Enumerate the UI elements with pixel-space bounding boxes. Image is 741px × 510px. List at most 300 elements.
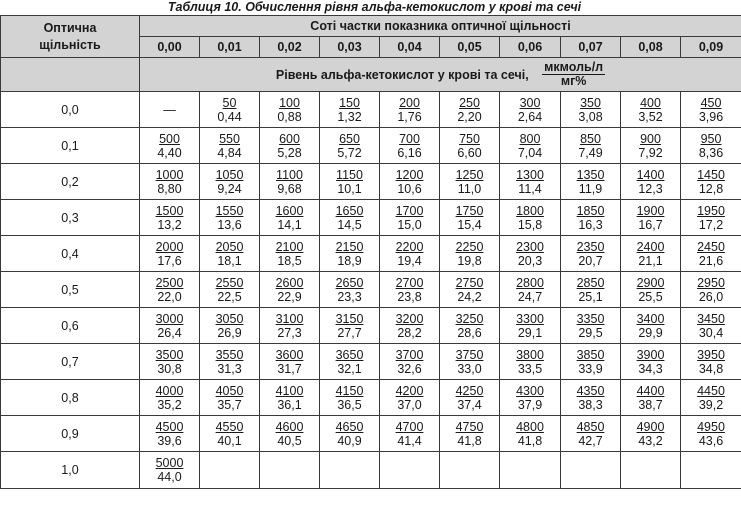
mg-percent-value: 15,0: [397, 217, 422, 232]
value-fraction: [516, 276, 544, 304]
value-cell: [140, 236, 200, 272]
value-fraction: [577, 204, 605, 232]
value-cell: [561, 164, 621, 200]
value-cell: [561, 272, 621, 308]
value-cell: [500, 164, 561, 200]
value-cell: [681, 344, 741, 380]
value-fraction: [337, 96, 361, 124]
value-fraction: [156, 420, 184, 448]
value-fraction: [637, 420, 665, 448]
column-header: 0,09: [681, 37, 741, 58]
table-row: [1, 380, 741, 416]
value-fraction: [396, 204, 424, 232]
value-fraction: [637, 384, 665, 412]
value-cell: [140, 272, 200, 308]
value-cell: [200, 92, 260, 128]
value-fraction: [396, 384, 424, 412]
mg-percent-value: 24,2: [457, 289, 482, 304]
value-fraction: [336, 276, 364, 304]
value-cell: [140, 200, 200, 236]
micromol-value: 3800: [516, 347, 544, 362]
mg-percent-value: 26,4: [157, 325, 182, 340]
value-fraction: [577, 168, 605, 196]
value-fraction: [457, 132, 481, 160]
value-cell: [681, 164, 741, 200]
value-fraction: [396, 420, 424, 448]
micromol-value: 3750: [455, 347, 484, 362]
value-cell: [440, 200, 500, 236]
mg-percent-value: 6,16: [397, 145, 422, 160]
header-blank-cell: [1, 58, 140, 92]
table-row: [1, 236, 741, 272]
column-header: 0,00: [140, 37, 200, 58]
value-cell: [440, 128, 500, 164]
micromol-value: 4700: [395, 419, 424, 434]
value-cell: [320, 236, 380, 272]
mg-percent-value: 8,36: [698, 145, 724, 160]
mg-percent-value: 43,2: [638, 433, 663, 448]
value-fraction: [216, 276, 244, 304]
value-cell: [621, 128, 681, 164]
column-header: 0,08: [621, 37, 681, 58]
value-fraction: [396, 276, 424, 304]
value-cell: [561, 200, 621, 236]
value-fraction: [336, 204, 364, 232]
micromol-value: 4850: [576, 419, 605, 434]
value-cell: [140, 416, 200, 452]
unit-fraction: [542, 61, 605, 88]
table-row: [1, 308, 741, 344]
mg-percent-value: 37,0: [397, 397, 422, 412]
micromol-value: 400: [640, 95, 661, 110]
value-fraction: [637, 240, 665, 268]
column-header: 0,04: [380, 37, 440, 58]
value-fraction: [577, 348, 605, 376]
mg-percent-value: 7,92: [638, 145, 663, 160]
value-cell: [681, 236, 741, 272]
value-cell: [561, 128, 621, 164]
mg-percent-value: 34,3: [638, 361, 663, 376]
mg-percent-value: 4,84: [217, 145, 242, 160]
micromol-value: 2650: [335, 275, 364, 290]
value-fraction: [337, 132, 361, 160]
micromol-value: 2550: [215, 275, 244, 290]
mg-percent-value: 2,20: [457, 109, 482, 124]
mg-percent-value: 28,6: [457, 325, 482, 340]
mg-percent-value: 33,5: [517, 361, 543, 376]
mg-percent-value: 42,7: [578, 433, 603, 448]
micromol-value: 3200: [395, 311, 424, 326]
value-fraction: [216, 168, 244, 196]
table-caption: Таблиця 10. Обчислення рівня альфа-кетокислот у крові та сечі: [167, 0, 582, 14]
micromol-value: 350: [580, 95, 601, 110]
mg-percent-value: 29,5: [578, 325, 603, 340]
micromol-value: 4150: [335, 383, 364, 398]
mg-percent-value: 18,9: [337, 253, 362, 268]
value-cell: [380, 416, 440, 452]
mg-percent-value: 2,64: [517, 109, 543, 124]
value-cell: [380, 344, 440, 380]
value-cell: [500, 308, 561, 344]
value-fraction: [516, 204, 544, 232]
mg-percent-value: 19,4: [397, 253, 422, 268]
level-label: Рівень альфа-кетокислот у крові та сечі,: [275, 67, 529, 82]
value-cell: [380, 452, 440, 489]
value-cell: [681, 92, 741, 128]
mg-percent-value: 17,6: [157, 253, 182, 268]
value-fraction: [396, 168, 424, 196]
micromol-value: 2000: [155, 239, 184, 254]
micromol-value: 100: [279, 95, 300, 110]
mg-percent-value: 28,2: [397, 325, 422, 340]
micromol-value: 2900: [636, 275, 665, 290]
value-fraction: [157, 132, 181, 160]
value-cell: [440, 416, 500, 452]
value-cell: [320, 272, 380, 308]
mg-percent-value: 34,8: [698, 361, 724, 376]
table-row: [1, 344, 741, 380]
mg-percent-value: 41,4: [397, 433, 422, 448]
micromol-value: 1950: [697, 203, 725, 218]
optical-density-cell: 0,6: [1, 308, 140, 344]
optical-density-cell: 1,0: [1, 452, 140, 489]
mg-percent-value: 21,6: [698, 253, 724, 268]
optical-density-cell: 0,2: [1, 164, 140, 200]
mg-percent-value: 15,4: [457, 217, 482, 232]
mg-percent-value: 13,6: [217, 217, 242, 232]
micromol-value: 1800: [516, 203, 544, 218]
value-cell: [440, 308, 500, 344]
mg-percent-value: 41,8: [457, 433, 482, 448]
value-fraction: [697, 168, 725, 196]
value-fraction: [276, 312, 304, 340]
value-fraction: [216, 240, 244, 268]
value-cell: [561, 344, 621, 380]
value-cell: [320, 92, 380, 128]
mg-percent-value: 0,44: [217, 109, 242, 124]
value-cell: [200, 272, 260, 308]
value-fraction: [456, 312, 484, 340]
value-cell: [140, 308, 200, 344]
value-cell: [260, 236, 320, 272]
value-fraction: [156, 384, 184, 412]
value-cell: [260, 308, 320, 344]
value-cell: [681, 308, 741, 344]
micromol-value: 2450: [697, 239, 725, 254]
value-cell: [260, 92, 320, 128]
micromol-value: 1700: [395, 203, 424, 218]
mg-percent-value: 12,3: [638, 181, 663, 196]
value-cell: [380, 128, 440, 164]
mg-percent-value: 39,6: [157, 433, 182, 448]
value-fraction: [637, 204, 665, 232]
micromol-value: 1400: [636, 167, 665, 182]
mg-percent-value: 38,3: [578, 397, 603, 412]
micromol-value: 3250: [455, 311, 484, 326]
value-fraction: [277, 132, 301, 160]
mg-percent-value: 25,5: [638, 289, 663, 304]
value-cell: [260, 164, 320, 200]
mg-percent-value: 18,5: [277, 253, 302, 268]
mg-percent-value: 36,1: [277, 397, 302, 412]
mg-percent-value: 16,7: [638, 217, 663, 232]
mg-percent-value: 18,1: [217, 253, 242, 268]
optical-density-header-text: Оптична щільність: [39, 20, 101, 52]
value-fraction: [577, 384, 605, 412]
micromol-value: 250: [459, 95, 480, 110]
value-fraction: [516, 348, 544, 376]
mg-percent-value: 4,40: [157, 145, 182, 160]
mg-percent-value: 21,1: [638, 253, 663, 268]
value-fraction: [397, 132, 421, 160]
mg-percent-value: 15,8: [517, 217, 543, 232]
micromol-value: 2850: [576, 275, 605, 290]
value-cell: [140, 92, 200, 128]
value-cell: [681, 200, 741, 236]
mg-percent-value: 11,0: [457, 181, 482, 196]
mg-percent-value: 17,2: [698, 217, 724, 232]
mg-percent-value: 7,49: [578, 145, 603, 160]
value-cell: [380, 164, 440, 200]
value-cell: [621, 308, 681, 344]
optical-density-cell: 0,4: [1, 236, 140, 272]
micromol-value: 3450: [697, 311, 725, 326]
value-fraction: [396, 312, 424, 340]
value-cell: [380, 200, 440, 236]
value-fraction: [156, 312, 184, 340]
mg-percent-value: 22,0: [157, 289, 182, 304]
micromol-value: 2350: [576, 239, 605, 254]
value-fraction: [457, 96, 481, 124]
micromol-value: 950: [700, 131, 722, 146]
mg-percent-value: 40,9: [337, 433, 362, 448]
value-fraction: [697, 312, 725, 340]
value-cell: [260, 380, 320, 416]
mg-percent-value: 24,7: [517, 289, 543, 304]
mg-percent-value: 31,3: [217, 361, 242, 376]
optical-density-cell: 0,9: [1, 416, 140, 452]
micromol-value: 2600: [275, 275, 304, 290]
value-fraction: [216, 420, 244, 448]
value-cell: [621, 416, 681, 452]
value-fraction: [456, 168, 484, 196]
value-cell: [440, 164, 500, 200]
mg-percent-value: 35,2: [157, 397, 182, 412]
micromol-value: 150: [339, 95, 360, 110]
micromol-value: 2100: [275, 239, 304, 254]
value-cell: [260, 272, 320, 308]
value-cell: [500, 200, 561, 236]
mg-percent-value: 29,9: [638, 325, 663, 340]
mg-percent-value: 27,7: [337, 325, 362, 340]
mg-percent-value: 6,60: [457, 145, 482, 160]
value-fraction: [216, 384, 244, 412]
value-fraction: [518, 96, 542, 124]
value-cell: [621, 272, 681, 308]
micromol-value: 4200: [395, 383, 424, 398]
optical-density-header: [1, 16, 140, 58]
value-fraction: [456, 240, 484, 268]
micromol-value: 1100: [276, 167, 303, 182]
micromol-value: 2400: [636, 239, 665, 254]
mg-percent-value: 31,7: [277, 361, 302, 376]
mg-percent-value: 9,24: [217, 181, 242, 196]
micromol-value: 3100: [275, 311, 304, 326]
mg-percent-value: 43,6: [698, 433, 724, 448]
value-cell: [320, 452, 380, 489]
value-cell: [440, 380, 500, 416]
value-fraction: [699, 96, 723, 124]
mg-percent-value: 9,68: [277, 181, 302, 196]
value-cell: [200, 236, 260, 272]
mg-percent-value: 14,5: [337, 217, 362, 232]
value-cell: [320, 200, 380, 236]
micromol-value: 4100: [275, 383, 304, 398]
mg-percent-value: 36,5: [337, 397, 362, 412]
value-fraction: [336, 240, 364, 268]
value-cell: [200, 452, 260, 489]
micromol-value: 850: [580, 131, 601, 146]
value-fraction: [216, 312, 244, 340]
mg-percent-value: 20,7: [578, 253, 603, 268]
mg-percent-value: 16,3: [578, 217, 603, 232]
optical-density-cell: 0,0: [1, 92, 140, 128]
value-fraction: [336, 384, 364, 412]
value-fraction: [336, 348, 364, 376]
value-fraction: [396, 240, 424, 268]
mg-percent-value: 30,8: [157, 361, 182, 376]
micromol-value: 2250: [455, 239, 484, 254]
value-cell: [380, 308, 440, 344]
micromol-value: 1250: [455, 167, 484, 182]
value-cell: [260, 128, 320, 164]
optical-density-cell: 0,1: [1, 128, 140, 164]
mg-percent-value: 13,2: [157, 217, 182, 232]
micromol-value: 1350: [576, 167, 605, 182]
micromol-value: 200: [399, 95, 420, 110]
value-cell: [561, 416, 621, 452]
value-cell: [140, 164, 200, 200]
value-cell: [681, 128, 741, 164]
mg-percent-value: 22,9: [277, 289, 302, 304]
micromol-value: 500: [159, 131, 180, 146]
mg-percent-value: 37,9: [517, 397, 543, 412]
value-fraction: [516, 420, 544, 448]
unit-denominator: мг%: [560, 74, 587, 88]
value-fraction: [697, 204, 725, 232]
value-cell: [140, 128, 200, 164]
value-cell: [500, 344, 561, 380]
mg-percent-value: 23,3: [337, 289, 362, 304]
value-cell: [621, 92, 681, 128]
micromol-value: 3550: [215, 347, 244, 362]
value-fraction: [516, 384, 544, 412]
mg-percent-value: 25,1: [578, 289, 603, 304]
value-cell: [320, 308, 380, 344]
micromol-value: 4750: [455, 419, 484, 434]
mg-percent-value: 3,08: [578, 109, 603, 124]
mg-percent-value: 44,0: [157, 470, 182, 484]
mg-percent-value: 30,4: [698, 325, 724, 340]
micromol-value: 4950: [697, 419, 725, 434]
micromol-value: 1300: [516, 167, 544, 182]
mg-percent-value: 1,76: [397, 109, 422, 124]
value-fraction: [637, 348, 665, 376]
column-header: 0,01: [200, 37, 260, 58]
value-fraction: [156, 168, 184, 196]
micromol-value: 2750: [455, 275, 484, 290]
value-fraction: [577, 312, 605, 340]
value-cell: [561, 452, 621, 489]
value-cell: [440, 92, 500, 128]
value-fraction: [516, 168, 544, 196]
value-fraction: [516, 240, 544, 268]
value-fraction: [697, 276, 725, 304]
micromol-value: 1050: [215, 167, 244, 182]
value-cell: [320, 380, 380, 416]
value-cell: [500, 452, 561, 489]
mg-percent-value: 3,52: [638, 109, 663, 124]
value-fraction: [577, 240, 605, 268]
value-fraction: [156, 456, 184, 484]
optical-density-cell: 0,5: [1, 272, 140, 308]
value-cell: [320, 416, 380, 452]
value-fraction: [518, 132, 542, 160]
value-cell: [260, 452, 320, 489]
mg-percent-value: 32,6: [397, 361, 422, 376]
micromol-value: 4450: [697, 383, 725, 398]
micromol-value: 2800: [516, 275, 544, 290]
mg-percent-value: 33,0: [457, 361, 482, 376]
value-fraction: [156, 276, 184, 304]
value-fraction: [156, 240, 184, 268]
value-cell: [561, 380, 621, 416]
value-cell: [320, 164, 380, 200]
value-cell: [621, 200, 681, 236]
micromol-value: 1150: [336, 167, 363, 182]
value-fraction: [336, 420, 364, 448]
micromol-value: 4500: [155, 419, 184, 434]
column-header: 0,05: [440, 37, 500, 58]
micromol-value: 50: [222, 95, 237, 110]
table-row: [1, 92, 741, 128]
mg-percent-value: 8,80: [157, 181, 182, 196]
value-cell: [260, 416, 320, 452]
value-fraction: [456, 384, 484, 412]
mg-percent-value: 12,8: [698, 181, 724, 196]
mg-percent-value: 10,1: [337, 181, 362, 196]
value-fraction: [336, 168, 363, 196]
micromol-value: 700: [399, 131, 420, 146]
micromol-value: 1500: [155, 203, 184, 218]
value-cell: [681, 452, 741, 489]
micromol-value: 2500: [155, 275, 184, 290]
micromol-value: 3700: [395, 347, 424, 362]
mg-percent-value: 38,7: [638, 397, 663, 412]
mg-percent-value: 26,9: [217, 325, 242, 340]
value-fraction: [516, 312, 544, 340]
micromol-value: 3500: [155, 347, 184, 362]
micromol-value: 4800: [516, 419, 544, 434]
table-row: [1, 452, 741, 489]
mg-percent-value: 40,5: [277, 433, 302, 448]
value-cell: [440, 236, 500, 272]
micromol-value: 2050: [215, 239, 244, 254]
value-cell: [200, 200, 260, 236]
micromol-value: 300: [519, 95, 541, 110]
column-header: 0,02: [260, 37, 320, 58]
value-fraction: [277, 96, 301, 124]
